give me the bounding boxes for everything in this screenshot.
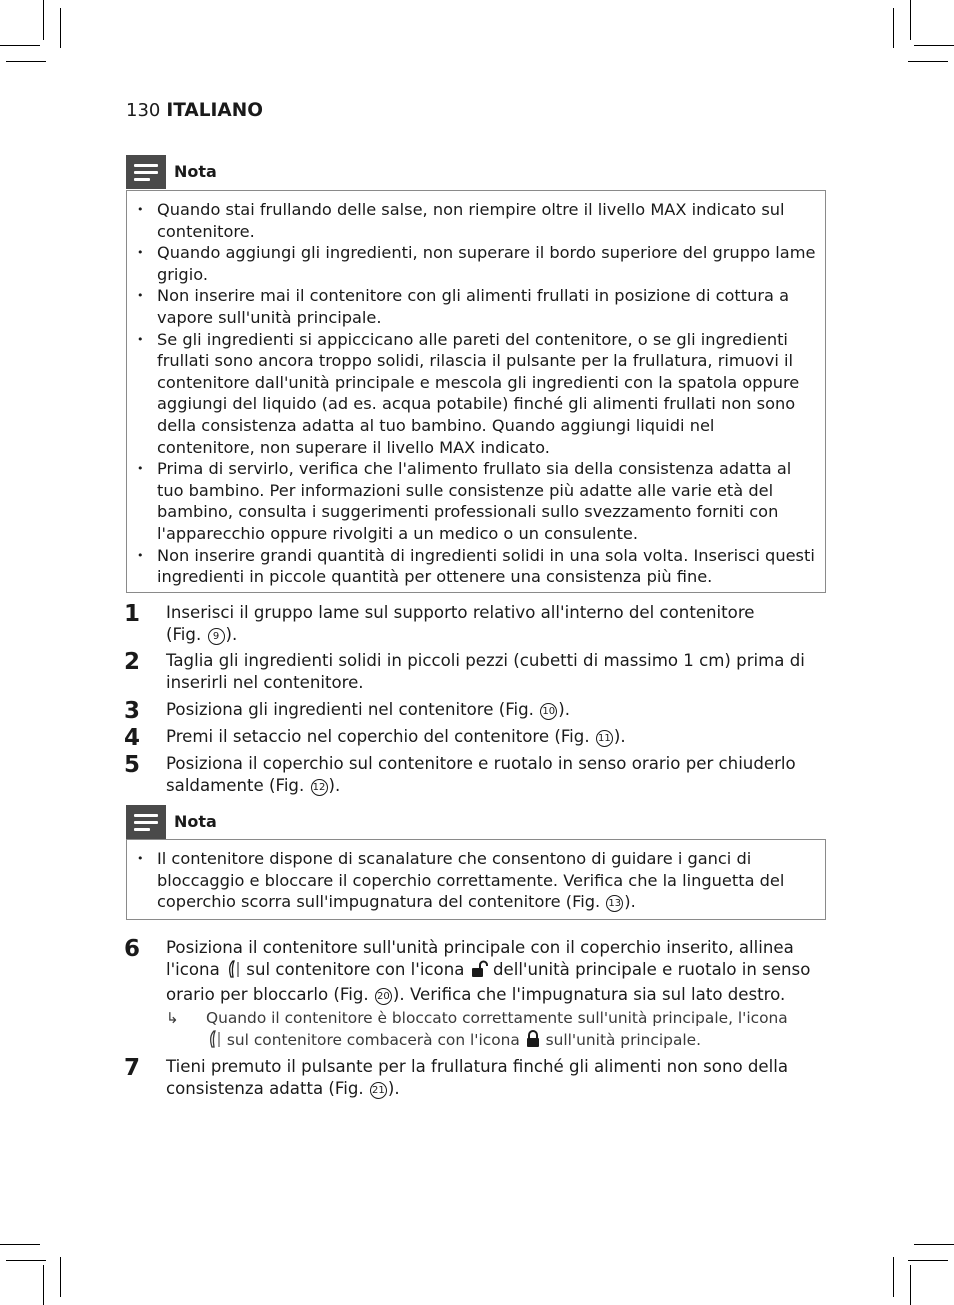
crop-mark [43,1265,44,1305]
fig-ref: 20 [375,988,392,1005]
step-6 [124,937,824,1006]
step-text: Inserisci il gruppo lame sul supporto relativo all'interno del contenitore (Fig. 9 ). [166,603,755,644]
step-3 [124,698,824,724]
list-item: • Non inserire grandi quantità di ingredienti solidi in una sola volta. Inserisci questi ingredienti in piccole quantità per ottenere una consistenza più fine. [127,545,825,588]
crop-mark [60,1257,61,1297]
step-4 [124,725,824,751]
step-number: 7 [124,1055,141,1081]
crop-mark [910,0,911,40]
crop-mark [0,45,40,46]
crop-mark [43,0,44,40]
note-box [126,839,826,920]
step-text: Posiziona il coperchio sul contenitore e ruotalo in senso orario per chiuderlo saldamente (Fig. 12 ). [166,754,796,795]
step-number: 4 [124,725,141,751]
step-text: Premi il setaccio nel coperchio del contenitore (Fig. 11 ). [166,727,626,746]
list-item: • Non inserire mai il contenitore con gli alimenti frullati in posizione di cottura a vapore sull'unità principale. [127,285,825,328]
page-number: 130 [126,100,161,121]
crop-mark [908,61,948,62]
result-arrow-icon: ↳ [166,1009,179,1027]
step-text: Tieni premuto il pulsante per la frullatura finché gli alimenti non sono della consistenza adatta (Fig. 21 ). [166,1057,789,1098]
crop-mark [60,8,61,48]
list-item: • Prima di servirlo, verifica che l'alimento frullato sia della consistenza adatta al tuo bambino. Per informazioni sulle consistenze più adatte alle varie età del bambino, consulta i suggerimenti professionali sullo svezzamento forniti con l'apparecchio oppure rivolgiti a un medico o un consulente. [127,458,825,544]
step-1 [124,602,824,646]
note-title: Nota [174,162,217,181]
list-item: • Quando stai frullando delle salse, non riempire oltre il livello MAX indicato sul contenitore. [127,199,825,242]
step-6-result [166,1008,806,1054]
fig-ref: 9 [208,628,225,645]
crop-mark [914,45,954,46]
list-item: • Il contenitore dispone di scanalature che consentono di guidare i ganci di bloccaggio e bloccare il coperchio correttamente. Verifica che la linguetta del coperchio scorra sull'impugnatura del contenitore (Fig. 13 ). [127,848,825,913]
crop-mark [6,1260,46,1261]
note-list [127,848,825,913]
fig-ref: 11 [596,730,613,747]
unlock-icon [470,960,488,984]
lock-icon [525,1030,541,1055]
step-number: 1 [124,601,141,627]
crop-mark [893,1257,894,1297]
blade-icon [206,1030,222,1055]
crop-mark [0,1244,40,1245]
step-text: Posiziona il contenitore sull'unità principale con il coperchio inserito, allinea l'icona sul contenitore con l'icona dell'unità principale e ruotalo in senso orario per bloccarlo (Fig. 20 ). Verifica che l'impugnatura sia sul lato destro. [166,938,811,1004]
step-5 [124,753,824,797]
page-header [126,99,263,123]
crop-mark [893,8,894,48]
list-item: • Se gli ingredienti si appiccicano alle pareti del contenitore, o se gli ingredienti frullati sono ancora troppo solidi, rilascia il pulsante per la frullatura, rimuovi il contenitore dall'unità principale e mescola gli ingredienti con la spatola oppure aggiungi del liquido (ad es. acqua potabile) finché gli alimenti frullati non sono della consistenza adatta al tuo bambino. Quando aggiungi liquidi nel contenitore, non superare il livello MAX indicato. [127,329,825,459]
step-number: 5 [124,752,141,778]
fig-ref: 13 [606,895,623,912]
blade-icon [225,960,241,984]
step-number: 2 [124,649,141,675]
crop-mark [6,61,46,62]
note-box [126,190,826,593]
step-number: 6 [124,936,141,962]
result-text: Quando il contenitore è bloccato correttamente sull'unità principale, l'icona sul contenitore combacerà con l'icona sull'unità principale. [206,1008,806,1054]
fig-ref: 21 [370,1082,387,1099]
fig-ref: 12 [311,779,328,796]
step-number: 3 [124,698,141,724]
page-language: ITALIANO [166,100,263,121]
note-lines-icon [126,805,166,839]
step-text: Posiziona gli ingredienti nel contenitore (Fig. 10 ). [166,700,570,719]
note-list [127,199,825,588]
step-text: Taglia gli ingredienti solidi in piccoli pezzi (cubetti di massimo 1 cm) prima di inserirli nel contenitore. [166,651,805,692]
step-2 [124,650,824,694]
crop-mark [910,1265,911,1305]
note-title: Nota [174,812,217,831]
list-item: • Quando aggiungi gli ingredienti, non superare il bordo superiore del gruppo lame grigio. [127,242,825,285]
note-lines-icon [126,155,166,189]
fig-ref: 10 [540,703,557,720]
step-7 [124,1056,824,1100]
crop-mark [908,1260,948,1261]
crop-mark [914,1244,954,1245]
